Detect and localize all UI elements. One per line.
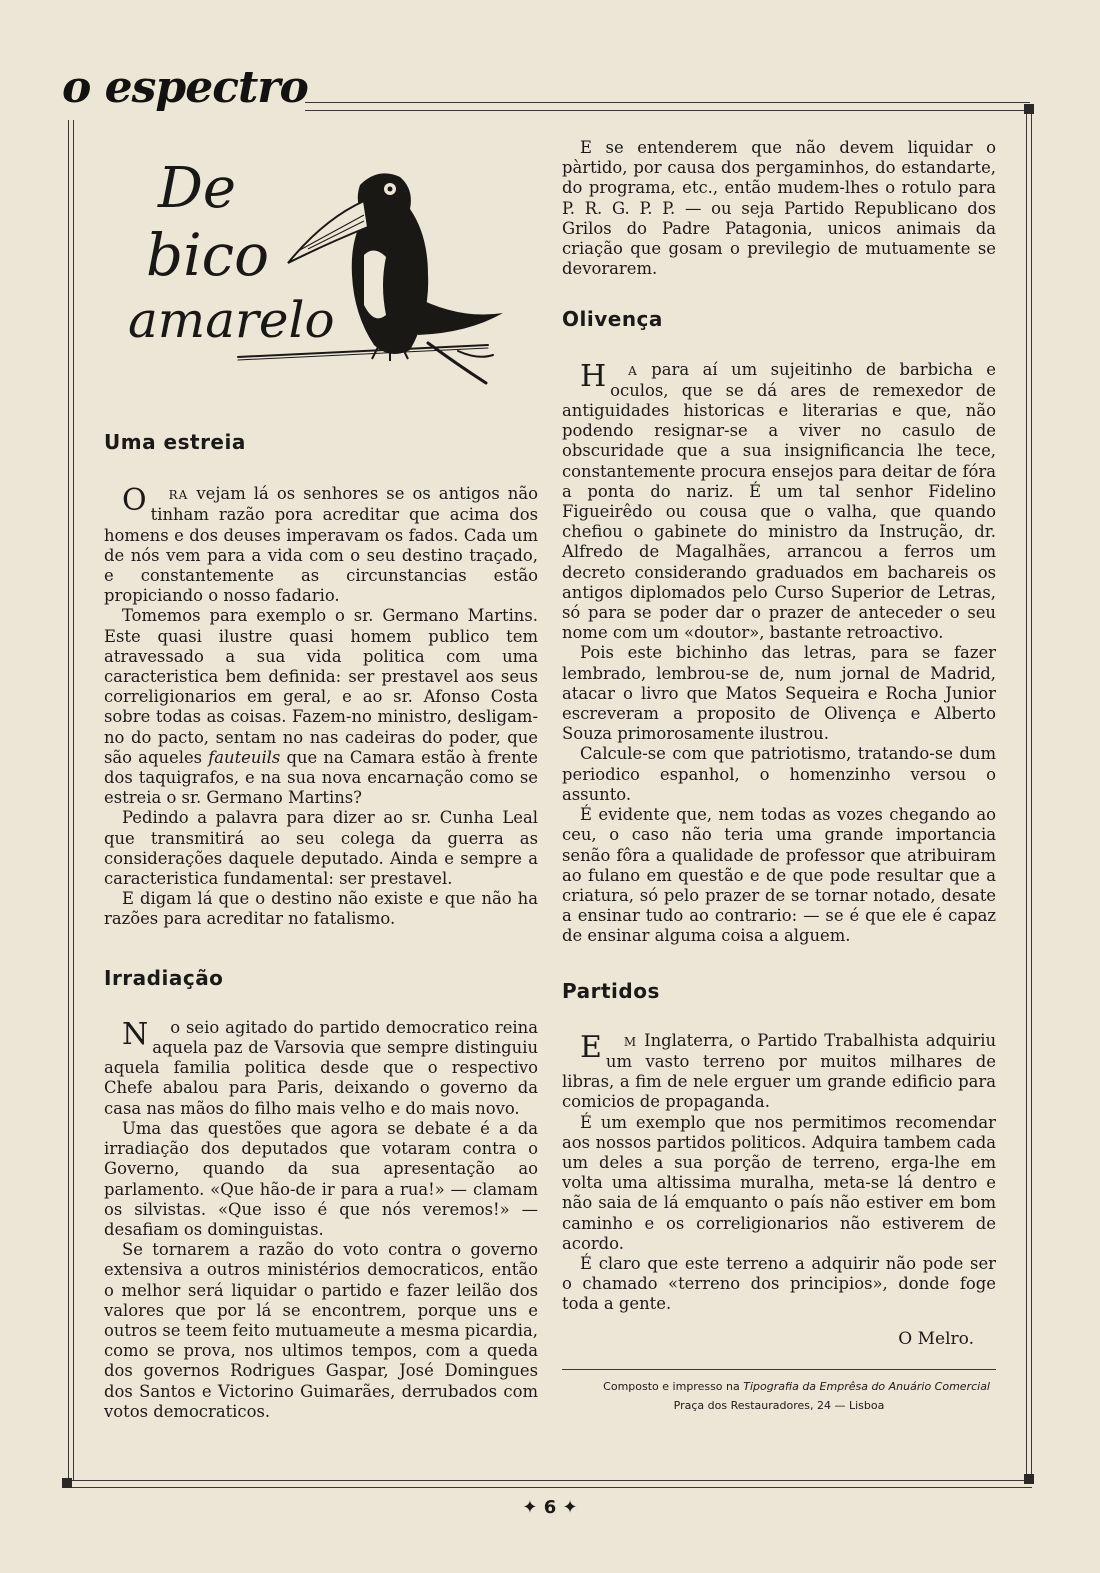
page-number: ✦ 6 ✦	[522, 1497, 578, 1518]
signature: O Melro.	[898, 1328, 974, 1349]
heading-olivenca: Olivença	[562, 307, 663, 332]
dropcap: H	[580, 358, 607, 394]
irradiacao-paragraph-3: Se tornarem a razão do voto contra o governo extensiva a outros ministérios democraticos, então o melhor será liquidar o partido e fazer leilão dos valores que por lá se encontrem, porque uns e outros se teem feito mutuameute a mesma picardia, como se prova, nos ultimos tempos, com a queda dos governos Rodrigues Gaspar, José Domingues dos Santos e Victorino Guimarães, derrubados com votos democraticos.	[104, 1240, 538, 1421]
dropcap: E	[580, 1029, 602, 1065]
olivenca-paragraph-4: É evidente que, nem todas as vozes chegando ao ceu, o caso não teria uma grande importancia senão fôra a qualidade de professor que atribuiram ao fulano em questão e de que pode resultar que a criatura, só pelo prazer de se tornar notado, desate a ensinar tudo ao contrario: — se é que ele é capaz de ensinar alguma coisa a alguem.	[562, 805, 996, 946]
imprint-rule	[562, 1369, 996, 1370]
imprint-line-2: Praça dos Restauradores, 24 — Lisboa	[673, 1398, 885, 1412]
heading-uma-estreia: Uma estreia	[104, 430, 246, 454]
olivenca-paragraph-3: Calcule-se com que patriotismo, tratando-se dum periodico espanhol, o homenzinho versou o assunto.	[562, 744, 996, 804]
masthead-title: o espectro	[62, 62, 308, 113]
corner-ornament	[62, 1478, 72, 1488]
partidos-paragraph-1: E M Inglaterra, o Partido Trabalhista adquiriu um vasto terreno por muitos milhares de libras, a fim de nele erguer um grande edificio para comicios de propaganda.	[562, 1029, 997, 1112]
imprint-line-1: Composto e impresso na Tipografia da Emprêsa do Anuário Comercial	[603, 1379, 990, 1393]
partidos-paragraph-2: É um exemplo que nos permitimos recomendar aos nossos partidos politicos. Adquira tambem cada um deles a sua porção de terreno, erga-lhe em volta uma altissima muralha, meta-se lá dentro e não saia de lá emquanto o país não estiver em bom caminho e os correligionarios não estiverem de acordo.	[562, 1112, 996, 1253]
partidos-paragraph-3: É claro que este terreno a adquirir não pode ser o chamado «terreno dos principios», donde foge toda a gente.	[562, 1253, 996, 1314]
dropcap: N	[122, 1016, 149, 1052]
heading-partidos: Partidos	[562, 978, 660, 1003]
top-rule	[305, 102, 1030, 111]
corner-ornament	[1024, 1474, 1034, 1484]
dropcap: O	[122, 483, 147, 519]
heading-irradiacao: Irradiação	[104, 965, 224, 990]
olivenca-paragraph-1: H A para aí um sujeitinho de barbicha e oculos, que se dá ares de remexedor de antiguidades historicas e literarias e que, não podendo resignar-se a viver no casulo de obscuridade que a sua insignificancia lhe tece, constantemente procura ensejos para deitar de fóra a ponta do nariz. É um tal senhor Fidelino Figueirêdo ou cousa que o valha, que quando chefiou o gabinete do ministro da Instrução, dr. Alfredo de Magalhães, arrancou a ferros um decreto considerando graduados em bachareis os antigos diplomados pelo Curso Superior de Letras, só para se poder dar o prazer de anteceder o seu nome com um «doutor», bastante retroactivo.	[562, 358, 996, 643]
estreia-paragraph-1: O RA vejam lá os senhores se os antigos não tinham razão pora acreditar que acima dos homens e dos deuses imperavam os fados. Cada um de nós vem para a vida com o seu destino traçado, e constantemente as circunstancias estão propiciando o nosso fadario.	[104, 483, 538, 606]
right-column	[562, 138, 996, 1416]
logo-word-amarelo: amarelo	[128, 291, 335, 349]
estreia-paragraph-3: Pedindo a palavra para dizer ao sr. Cunha Leal que transmitirá ao seu colega da guerra as considerações daquele deputado. Ainda e sempre a caracteristica fundamental: ser prestavel.	[104, 808, 538, 889]
corner-ornament	[1024, 104, 1034, 114]
logo-word-bico: bico	[146, 221, 270, 289]
bottom-rule	[64, 1480, 1032, 1488]
logo-word-de: De	[158, 156, 237, 221]
olivenca-paragraph-2: Pois este bichinho das letras, para se fazer lembrado, lembrou-se de, num jornal de Madrid, atacar o livro que Matos Sequeira e Rocha Junior escreveram a proposito de Olivença e Alberto Souza primorosamente ilustrou.	[562, 643, 996, 744]
left-frame-rule	[68, 120, 74, 1480]
right-frame-rule	[1026, 112, 1032, 1480]
irradiacao-paragraph-1: N o seio agitado do partido democratico reina aquela paz de Varsovia que sempre distinguiu aquela familia politica desde que o respectivo Chefe abalou para Paris, deixando o governo da casa nas mãos do filho mais velho e do mais novo.	[104, 1016, 538, 1118]
logo-spacer	[104, 150, 538, 432]
irradiacao-paragraph-4: E se entenderem que não devem liquidar o pàrtido, por causa dos pergaminhos, do estandarte, do programa, etc., então mudem-lhes o rotulo para P. R. G. P. P. — ou seja Partido Republicano dos Grilos do Padre Patagonia, unicos animais da criação que gosam o previlegio de mutuamente se devorarem.	[562, 138, 996, 279]
irradiacao-paragraph-2: Uma das questões que agora se debate é a da irradiação dos deputados que votaram contra o Governo, quando da sua apresentação ao parlamento. «Que hão-de ir para a rua!» — clamam os silvistas. «Que isso é que nós veremos!» — desafiam os dominguistas.	[104, 1118, 538, 1239]
estreia-paragraph-2: Tomemos para exemplo o sr. Germano Martins. Este quasi ilustre quasi homem publico tem atravessado a sua vida politica com uma caracteristica bem definida: ser prestavel aos seus correligionarios em geral, e ao sr. Afonso Costa sobre todas as coisas. Fazem-no ministro, desligam-no do pacto, sentam no nas cadeiras do poder, que são aqueles fauteuils que na Camara estão à frente dos taquigrafos, e na sua nova encarnação como se estreia o sr. Germano Martins?	[104, 606, 538, 808]
estreia-paragraph-4: E digam lá que o destino não existe e que não ha razões para acreditar no fatalismo.	[104, 889, 538, 929]
left-column	[104, 150, 538, 1422]
